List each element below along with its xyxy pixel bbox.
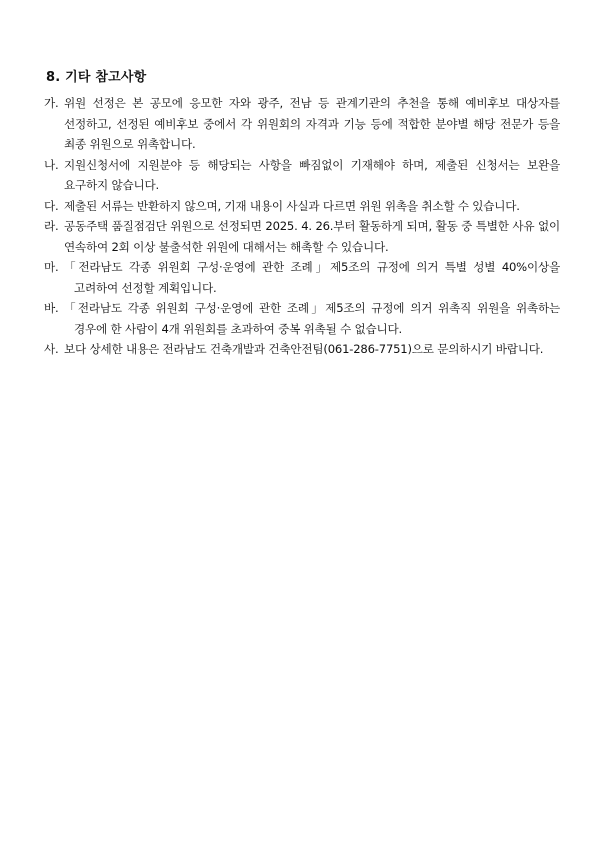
item-text: 지원신청서에 지원분야 등 해당되는 사항을 빠짐없이 기재해야 하며, 제출된 신청서는 보완을 요구하지 않습니다. (64, 157, 560, 192)
item-text: 공동주택 품질점검단 위원으로 선정되면 2025. 4. 26.부터 활동하게 되며, 활동 중 특별한 사유 없이 연속하여 2회 이상 불출석한 위원에 대해서는 해촉할 수 있습니다. (64, 219, 560, 254)
notes-list (44, 93, 560, 360)
item-marker: 다. (44, 198, 59, 213)
list-item-ga (44, 93, 560, 155)
list-item-ma (44, 257, 560, 298)
item-marker: 사. (44, 342, 59, 356)
list-item-sa (44, 339, 560, 360)
item-text: 「전라남도 각종 위원회 구성·운영에 관한 조례」제5조의 규정에 의거 특별 성별 40%이상을 고려하여 선정할 계획입니다. (64, 260, 560, 295)
item-marker: 나. (44, 157, 59, 172)
item-marker: 마. (44, 260, 59, 274)
list-item-da (44, 196, 560, 217)
item-marker: 가. (44, 96, 59, 110)
list-item-ra (44, 216, 560, 257)
item-marker: 바. (44, 301, 59, 315)
list-item-ba (44, 298, 560, 339)
list-item-na (44, 155, 560, 196)
item-text: 「전라남도 각종 위원회 구성·운영에 관한 조례」제5조의 규정에 의거 위촉직 위원을 위촉하는 경우에 한 사람이 4개 위원회를 초과하여 중복 위촉될 수 없습니다. (64, 301, 560, 336)
item-text: 위원 선정은 본 공모에 응모한 자와 광주, 전남 등 관계기관의 추천을 통해 예비후보 대상자를 선정하고, 선정된 예비후보 중에서 각 위원회의 자격과 기능 등에 적합한 분야별 해당 전문가 등을 최종 위원으로 위촉합니다. (64, 96, 560, 151)
item-text: 제출된 서류는 반환하지 않으며, 기재 내용이 사실과 다르면 위원 위촉을 취소할 수 있습니다. (64, 198, 520, 213)
item-text: 보다 상세한 내용은 전라남도 건축개발과 건축안전팀(061-286-7751)으로 문의하시기 바랍니다. (64, 342, 544, 356)
section-title: 8. 기타 참고사항 (46, 70, 147, 85)
item-marker: 라. (44, 219, 59, 233)
